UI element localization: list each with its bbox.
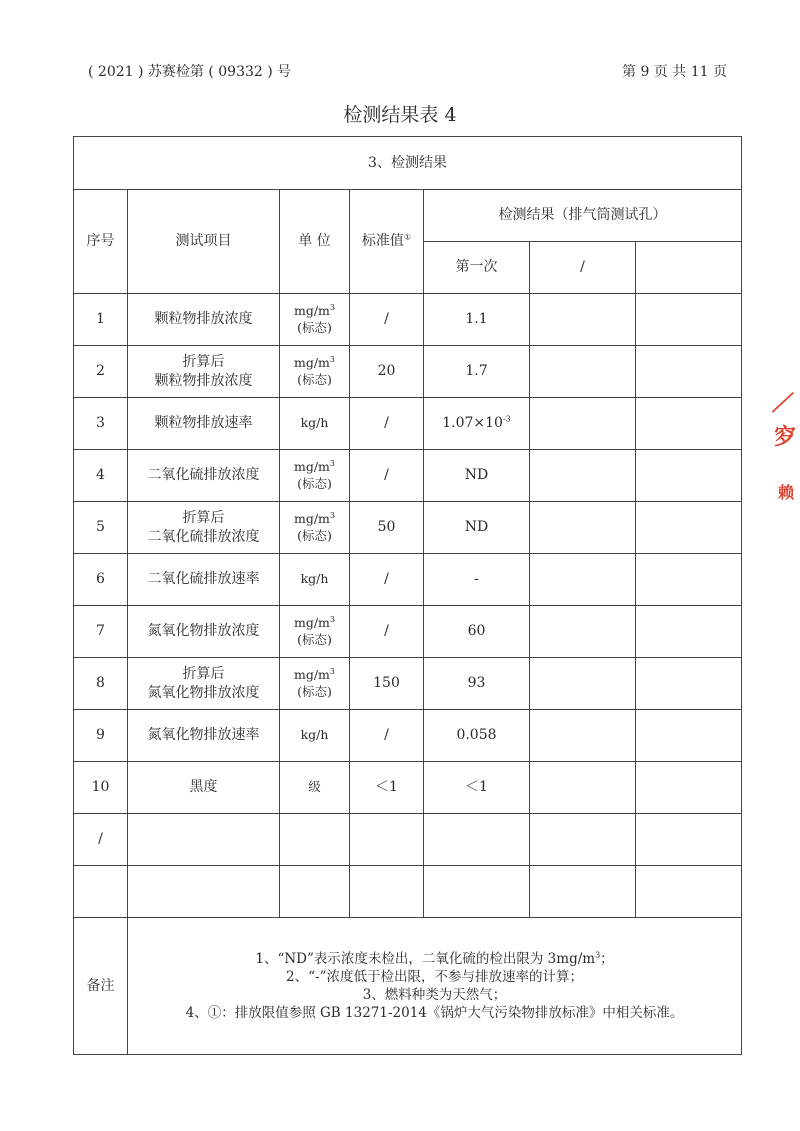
seq-cell: 7 [74,606,128,658]
table-row [74,814,742,866]
header-third [636,242,742,294]
item-cell: 二氧化硫排放浓度 [128,450,280,502]
standard-cell: / [350,450,424,502]
note-2: 2、“-”浓度低于检出限，不参与排放速率的计算； [286,968,583,985]
unit-cell: kg/h [280,554,350,606]
result-third-cell [636,866,742,918]
result-first-cell: $1.07\times 10^{-3}$ [424,398,530,450]
item-cell [128,814,280,866]
result-second-cell [530,866,636,918]
seq-cell: 5 [74,502,128,554]
standard-cell: / [350,294,424,346]
result-first-cell: ＜1 [424,762,530,814]
table-row [74,658,742,710]
standard-cell: / [350,398,424,450]
header-second: / [530,242,636,294]
result-second-cell [530,294,636,346]
standard-cell [350,866,424,918]
result-second-cell [530,554,636,606]
unit-cell: 级 [280,762,350,814]
result-third-cell [636,814,742,866]
seq-cell [74,866,128,918]
result-first-cell [424,814,530,866]
header-standard: 标准值① [350,190,424,294]
note-1: 1、“ND”表示浓度未检出，二氧化硫的检出限为 $3mg/m^3$； [255,950,614,967]
table-row [74,294,742,346]
result-second-cell [530,398,636,450]
result-third-cell [636,294,742,346]
header-unit: 单 位 [280,190,350,294]
result-third-cell [636,398,742,450]
result-third-cell [636,346,742,398]
unit-cell: $mg/m^3$ (标态) [280,346,350,398]
result-first-cell: 1.7 [424,346,530,398]
seq-cell: 3 [74,398,128,450]
item-cell [128,866,280,918]
page-title: 检测结果表 4 [343,104,457,126]
result-second-cell [530,710,636,762]
result-second-cell [530,346,636,398]
result-third-cell [636,710,742,762]
standard-cell: / [350,606,424,658]
item-cell: 折算后 二氧化硫排放浓度 [128,502,280,554]
result-third-cell [636,658,742,710]
seq-cell: 10 [74,762,128,814]
standard-cell: / [350,710,424,762]
section-title: 3、检测结果 [74,137,742,190]
result-first-cell: 0.058 [424,710,530,762]
standard-cell: 150 [350,658,424,710]
unit-cell: $mg/m^3$ (标态) [280,450,350,502]
unit-cell [280,814,350,866]
top-edge-strip [0,0,800,8]
result-third-cell [636,502,742,554]
table-row [74,554,742,606]
page-info: 第 9 页 共 11 页 [622,64,727,80]
result-third-cell [636,450,742,502]
result-second-cell [530,658,636,710]
seq-cell: 6 [74,554,128,606]
notes [128,918,742,1055]
result-first-cell [424,866,530,918]
table-row [74,866,742,918]
result-third-cell [636,606,742,658]
standard-cell: / [350,554,424,606]
note-3: 3、燃料种类为天然气； [362,987,507,1003]
item-cell: 颗粒物排放浓度 [128,294,280,346]
standard-cell: 20 [350,346,424,398]
seq-cell: 8 [74,658,128,710]
unit-cell: kg/h [280,398,350,450]
result-first-cell: ND [424,502,530,554]
result-first-cell: 1.1 [424,294,530,346]
header-seq: 序号 [74,190,128,294]
table-row [74,710,742,762]
seq-cell: 2 [74,346,128,398]
table-row [74,502,742,554]
item-cell: 黑度 [128,762,280,814]
unit-cell: $mg/m^3$ (标态) [280,502,350,554]
unit-cell [280,866,350,918]
seq-cell: 4 [74,450,128,502]
seq-cell: 9 [74,710,128,762]
table-row [74,606,742,658]
item-cell: 氮氧化物排放速率 [128,710,280,762]
table-row [74,762,742,814]
unit-cell: $mg/m^3$ (标态) [280,606,350,658]
unit-cell: $mg/m^3$ (标态) [280,658,350,710]
table-row [74,398,742,450]
results-table [73,136,742,1055]
report-number: ( 2021 ) 苏赛检第 ( 09332 ) 号 [88,64,292,80]
note-4: 4、①：排放限值参照 GB 13271-2014《锅炉大气污染物排放标准》中相关标准。 [185,1005,684,1022]
result-first-cell: 93 [424,658,530,710]
result-third-cell [636,762,742,814]
result-third-cell [636,554,742,606]
result-second-cell [530,606,636,658]
result-second-cell [530,814,636,866]
seq-cell: / [74,814,128,866]
result-second-cell [530,450,636,502]
result-second-cell [530,502,636,554]
standard-cell: ＜1 [350,762,424,814]
result-first-cell: 60 [424,606,530,658]
table-row [74,450,742,502]
red-seal-stamp: ╱ 穸 赖 [772,388,797,502]
table-row [74,346,742,398]
result-first-cell: - [424,554,530,606]
item-cell: 折算后 颗粒物排放浓度 [128,346,280,398]
unit-cell: $mg/m^3$ (标态) [280,294,350,346]
standard-cell [350,814,424,866]
item-cell: 折算后 氮氧化物排放浓度 [128,658,280,710]
notes-label: 备注 [74,918,128,1055]
result-first-cell: ND [424,450,530,502]
header-first: 第一次 [424,242,530,294]
item-cell: 二氧化硫排放速率 [128,554,280,606]
seq-cell: 1 [74,294,128,346]
item-cell: 氮氧化物排放浓度 [128,606,280,658]
item-cell: 颗粒物排放速率 [128,398,280,450]
standard-cell: 50 [350,502,424,554]
result-second-cell [530,762,636,814]
unit-cell: kg/h [280,710,350,762]
header-results-group: 检测结果（排气筒测试孔） [424,190,742,242]
header-item: 测试项目 [128,190,280,294]
